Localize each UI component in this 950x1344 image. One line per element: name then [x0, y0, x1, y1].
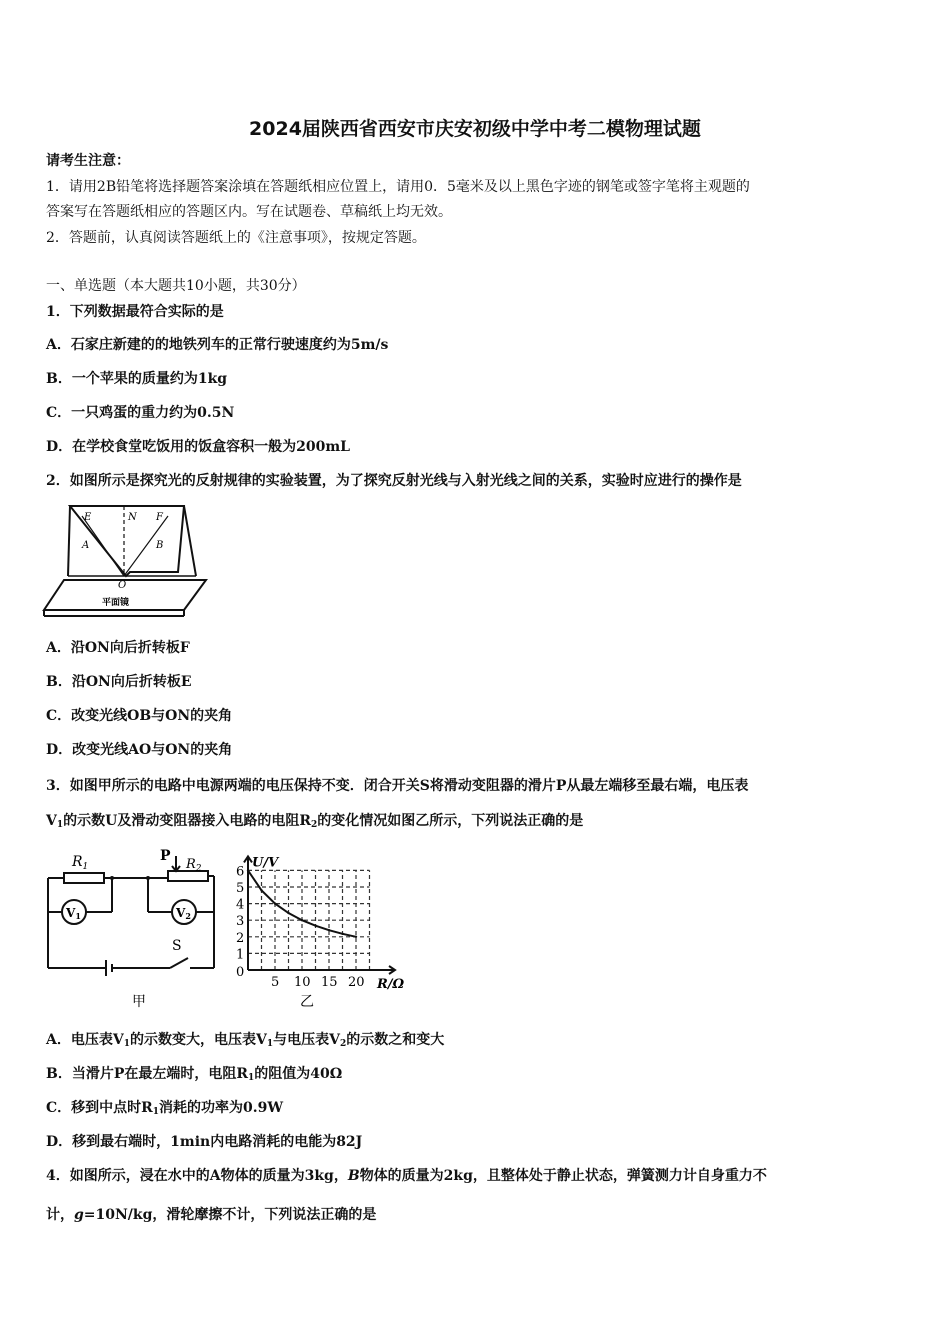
data-point: [260, 889, 262, 891]
x-tick-label: 15: [321, 975, 338, 990]
label-f: F: [156, 512, 163, 523]
q2-option-c: C．改变光线OB与ON的夹角: [46, 708, 233, 724]
notice-heading: 请考生注意：: [46, 153, 130, 169]
q3-stem-line-1: 3．如图甲所示的电路中电源两端的电压保持不变．闭合开关S将滑动变阻器的滑片P从最左端移至最右端，电压表: [46, 778, 749, 794]
u-r-chart: [226, 842, 422, 1012]
x-axis-label: R/Ω: [377, 977, 405, 992]
q3-option-a: A．电压表$V_1$的示数变大，电压表$V_1$与电压表$V_2$的示数之和变大: [46, 1032, 445, 1049]
label-a: A: [82, 540, 90, 551]
q1-option-b: B．一个苹果的质量约为1kg: [46, 371, 228, 387]
data-point: [274, 902, 276, 904]
y-axis-label: U/V: [252, 855, 279, 871]
data-point: [301, 919, 303, 921]
q2-stem: 2．如图所示是探究光的反射规律的实验装置，为了探究反射光线与入射光线之间的关系，实验时应进行的操作是: [46, 473, 742, 489]
q3-option-c: C．移到中点时$R_1$消耗的功率为0.9W: [46, 1100, 284, 1117]
label-v2: V2: [176, 906, 191, 921]
caption-jia: 甲: [132, 994, 146, 1010]
data-point: [328, 929, 330, 931]
notice-line-1a: 1．请用2B铅笔将选择题答案涂填在答题纸相应位置上，请用0．5毫米及以上黑色字迹的钢笔或签字笔将主观题的: [46, 179, 750, 195]
q3-option-b: B．当滑片P在最左端时，电阻$R_1$的阻值为40Ω: [46, 1066, 343, 1083]
x-tick-label: 20: [348, 975, 365, 990]
origin-label: 0: [236, 965, 245, 980]
q1-option-c: C．一只鸡蛋的重力约为0.5N: [46, 405, 235, 421]
label-v1: V1: [66, 906, 81, 921]
resistor-r1: [64, 873, 104, 883]
label-r2: $R_2$: [186, 857, 202, 874]
q2-option-a: A．沿ON向后折转板F: [46, 640, 190, 656]
circuit-diagram: [44, 846, 224, 1016]
q3-stem-line-2: $V_1$的示数U及滑动变阻器接入电路的电阻$R_2$的变化情况如图乙所示，下列说法正确的是: [46, 813, 584, 830]
y-tick-label: 6: [236, 864, 245, 880]
label-mirror: 平面镜: [102, 598, 130, 608]
label-s: S: [172, 938, 182, 954]
x-tick-label: 5: [271, 975, 280, 990]
q4-stem-line-2: 计，g=10N/kg，滑轮摩擦不计，下列说法正确的是: [46, 1207, 377, 1223]
q1-option-d: D．在学校食堂吃饭用的饭盒容积一般为200mL: [46, 439, 351, 455]
label-e: E: [84, 512, 92, 523]
data-point: [247, 869, 249, 871]
section-heading: 一、单选题（本大题共10小题，共30分）: [46, 278, 306, 294]
y-tick-label: 5: [236, 881, 245, 896]
q1-option-a: A．石家庄新建的的地铁列车的正常行驶速度约为5m/s: [46, 337, 389, 353]
label-r1: $R_1$: [72, 854, 89, 872]
data-point: [287, 912, 289, 914]
data-point: [355, 936, 357, 938]
caption-yi: 乙: [300, 994, 314, 1010]
q4-stem-line-1: 4．如图所示，浸在水中的A物体的质量为3kg，B物体的质量为2kg，且整体处于静止状态，弹簧测力计自身重力不: [46, 1168, 767, 1184]
q3-option-d: D．移到最右端时，1min内电路消耗的电能为82J: [46, 1134, 363, 1150]
label-o: O: [118, 580, 127, 591]
switch-s: [170, 958, 188, 968]
notice-line-2: 2．答题前，认真阅读答题纸上的《注意事项》，按规定答题。: [46, 230, 426, 246]
data-point: [341, 933, 343, 935]
label-n: N: [128, 512, 137, 523]
y-tick-label: 1: [236, 947, 245, 963]
q1-stem: 1．下列数据最符合实际的是: [46, 304, 224, 320]
rheostat-r2: [168, 871, 208, 881]
notice-line-1b: 答案写在答题纸相应的答题区内。写在试题卷、草稿纸上均无效。: [46, 204, 452, 220]
x-tick-label: 10: [294, 975, 311, 990]
label-p: P: [160, 848, 171, 864]
reflection-apparatus-figure: [44, 502, 204, 622]
page-title: 2024届陕西省西安市庆安初级中学中考二模物理试题: [249, 118, 701, 140]
q2-option-b: B．沿ON向后折转板E: [46, 674, 192, 690]
data-point: [314, 924, 316, 926]
y-tick-label: 3: [236, 914, 245, 930]
q2-option-d: D．改变光线AO与ON的夹角: [46, 742, 233, 758]
y-tick-label: 2: [236, 930, 245, 946]
label-b: B: [156, 540, 164, 551]
y-tick-label: 4: [236, 897, 245, 913]
